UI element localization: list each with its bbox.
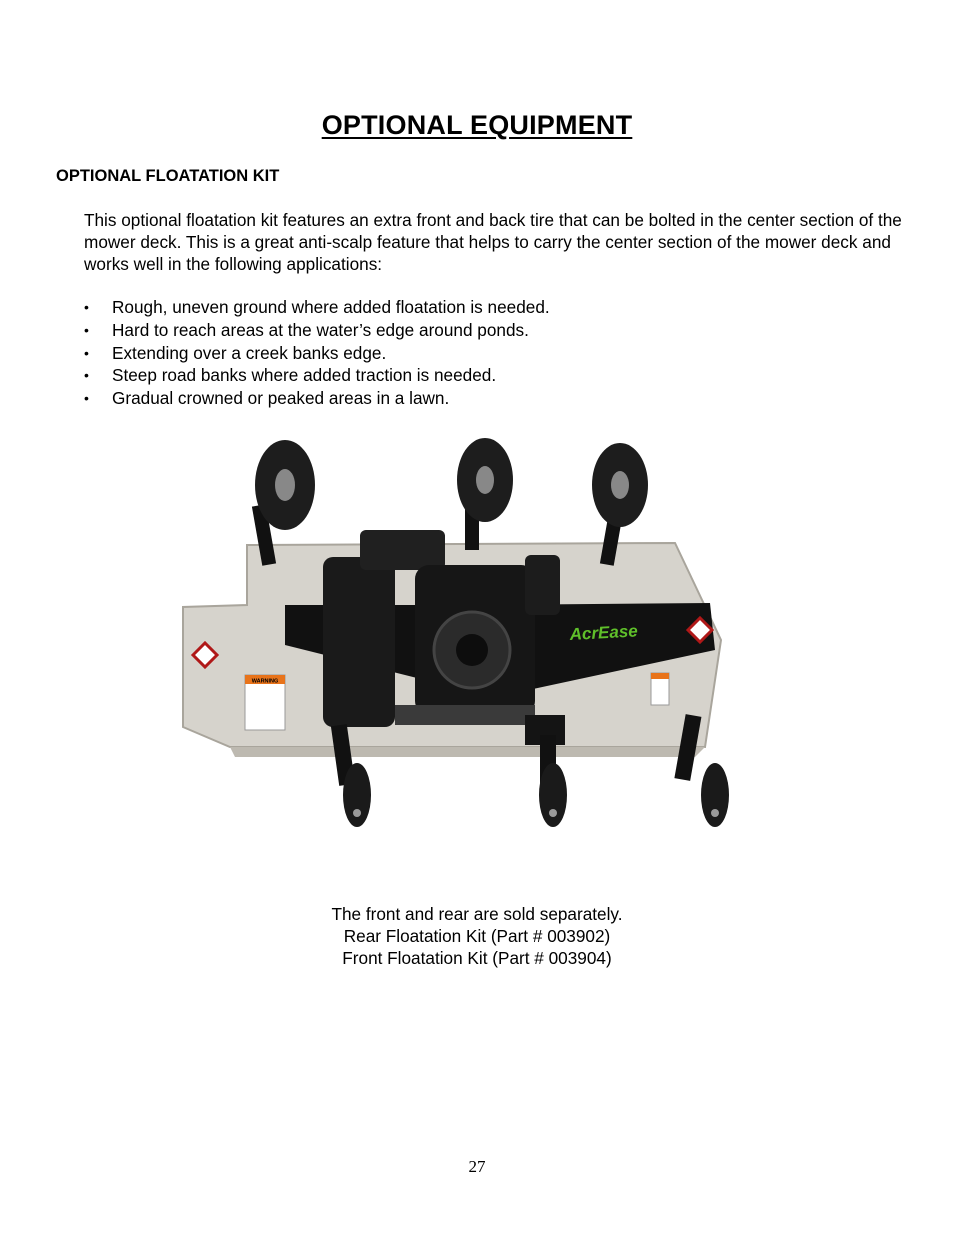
bullet-icon: • [84,367,89,384]
applications-list [84,296,904,410]
page-title: OPTIONAL EQUIPMENT [321,110,633,140]
list-item: • Extending over a creek banks edge. [84,342,387,363]
bullet-icon: • [84,299,89,315]
caption-line: Front Floatation Kit (Part # 003904) [342,948,612,968]
list-item: • Gradual crowned or peaked areas in a lawn. [84,388,450,409]
intro-paragraph: This optional floatation kit features an extra front and back tire that can be bolted in the center section of the mower deck. This is a great anti-scalp feature that helps to carry the center section of the mower deck and works well in the following applications: [84,210,902,274]
fuel-tank [323,557,395,727]
list-item: • Rough, uneven ground where added floatation is needed. [84,297,550,317]
front-caster-center [525,715,567,827]
page-number: 27 [468,1157,486,1176]
svg-text:WARNING: WARNING [251,678,279,685]
list-item: • Steep road banks where added traction is needed. [84,365,497,386]
brand-decal-right: AcrEase [569,621,639,644]
bullet-icon: • [84,344,89,361]
section-heading: OPTIONAL FLOATATION KIT [56,167,280,185]
bullet-icon: • [84,321,89,338]
list-item: • Hard to reach areas at the water’s edge around ponds. [84,319,529,340]
mower-deck-photo [175,435,775,850]
bullet-icon: • [84,390,89,407]
caption-line: Rear Floatation Kit (Part # 003902) [343,926,611,946]
rear-tire-center [457,438,513,550]
figure-caption [0,903,954,969]
caption-line: The front and rear are sold separately. [331,904,623,924]
